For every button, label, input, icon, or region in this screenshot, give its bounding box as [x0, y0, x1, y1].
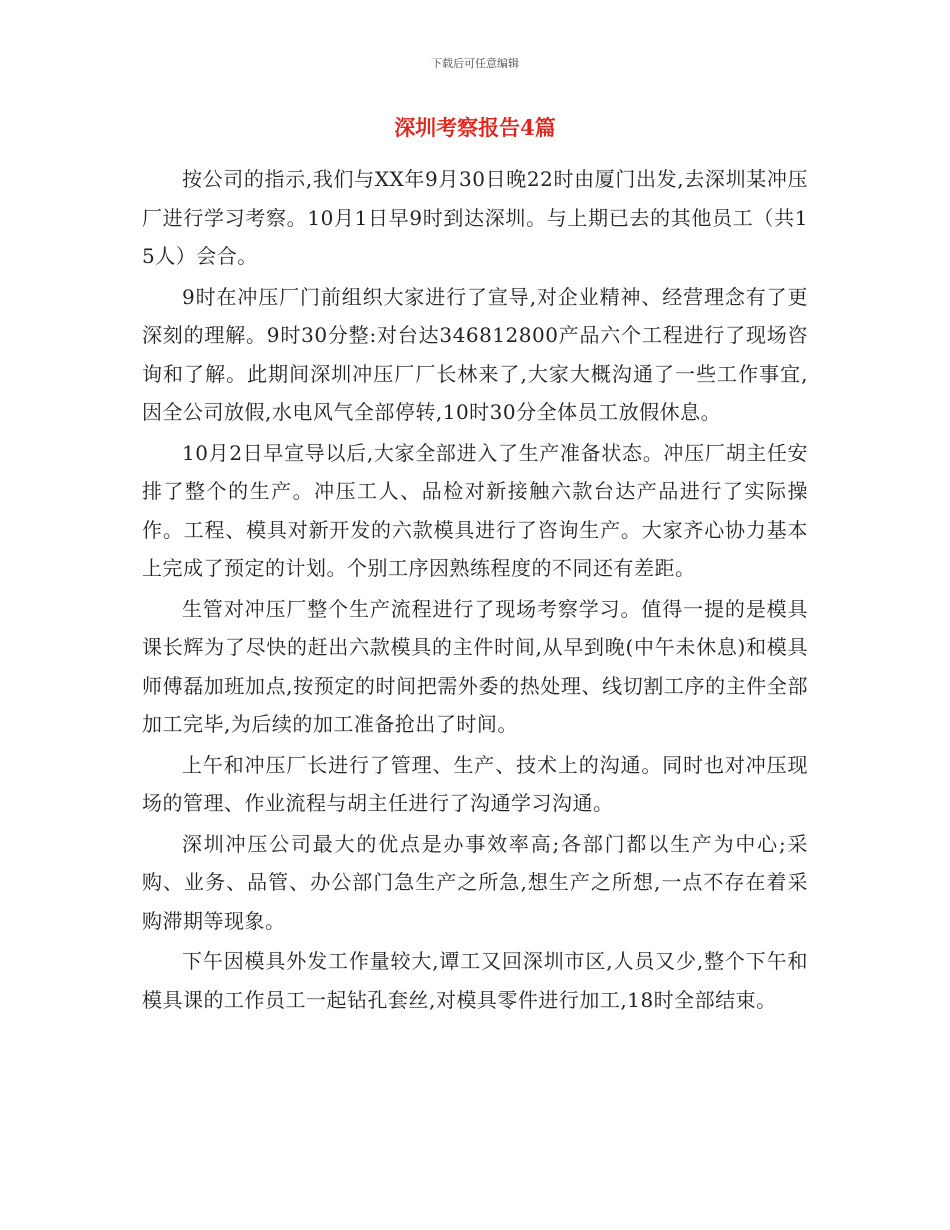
paragraph-6: 深圳冲压公司最大的优点是办事效率高;各部门都以生产为中心;采购、业务、品管、办公部门急生产之所急,想生产之所想,一点不存在着采购滞期等现象。 — [142, 831, 808, 933]
paragraph-4: 生管对冲压厂整个生产流程进行了现场考察学习。值得一提的是模具课长辉为了尽快的赶出六款模具的主件时间,从早到晚(中午未休息)和模具师傅磊加班加点,按预定的时间把需外委的热处理、线切割工序的主件全部加工完毕,为后续的加工准备抢出了时间。 — [142, 596, 808, 736]
paragraph-1: 按公司的指示,我们与XX年9月30日晚22时由厦门出发,去深圳某冲压厂进行学习考察。10月1日早9时到达深圳。与上期已去的其他员工（共15人）会合。 — [142, 167, 808, 268]
header-note: 下载后可任意编辑 — [431, 57, 519, 70]
document-body — [142, 160, 808, 1021]
document-title: 深圳考察报告4篇 — [394, 115, 556, 140]
paragraph-2: 9时在冲压厂门前组织大家进行了宣导,对企业精神、经营理念有了更深刻的理解。9时30分整:对台达346812800产品六个工程进行了现场咨询和了解。此期间深圳冲压厂厂长林来了,大家大概沟通了一些工作事宜,因全公司放假,水电风气全部停转,10时30分全体员工放假休息。 — [142, 284, 808, 424]
paragraph-7: 下午因模具外发工作量较大,谭工又回深圳市区,人员又少,整个下午和模具课的工作员工一起钻孔套丝,对模具零件进行加工,18时全部结束。 — [142, 949, 808, 1012]
paragraph-3: 10月2日早宣导以后,大家全部进入了生产准备状态。冲压厂胡主任安排了整个的生产。冲压工人、品检对新接触六款台达产品进行了实际操作。工程、模具对新开发的六款模具进行了咨询生产。大家齐心协力基本上完成了预定的计划。个别工序因熟练程度的不同还有差距。 — [142, 440, 808, 580]
paragraph-5: 上午和冲压厂长进行了管理、生产、技术上的沟通。同时也对冲压现场的管理、作业流程与胡主任进行了沟通学习沟通。 — [142, 752, 808, 815]
